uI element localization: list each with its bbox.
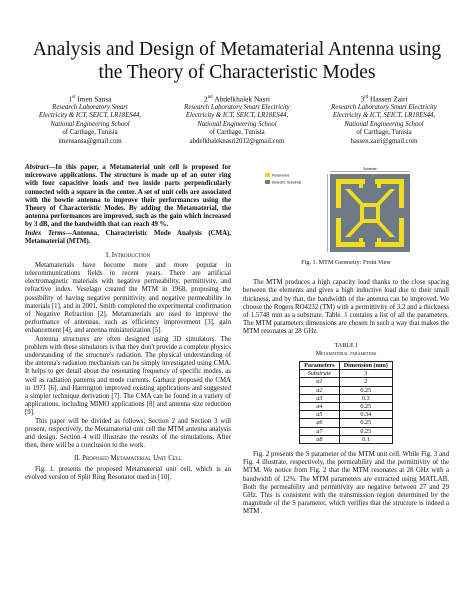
table-row: a1 2	[300, 378, 393, 386]
legend-metal-swatch	[265, 173, 270, 177]
left-column	[25, 164, 231, 482]
legend-substrate-swatch	[265, 180, 270, 184]
legend-parameters-label: Parameters	[272, 173, 290, 178]
index-terms: Index Terms—Antenna, Characteristic Mode Analysis (CMA), Metamaterial (MTM).	[25, 230, 231, 246]
section-heading-introduction: I. Introduction	[105, 250, 151, 259]
table-row: a7 0.25	[300, 427, 393, 435]
paragraph: Fig. 2 presents the S parameter of the MTM unit cell. While Fig. 3 and Fig. 4 illustrate, respectively, the permeability and the permittivity of the MTM. We notice from Fig. 2 that the MTM resonates at 28 GHz with a bandwidth of 12%. The MTM parameters are extracted using MATLAB. Both the permeability and permittivity are negative between 27 and 29 GHz. This is consistent with the transmission region determined by the magnitude of the S parameter, which verifies that the structure is indeed a MTM .	[243, 451, 449, 516]
abstract: Abstract—In this paper, a Metamaterial unit cell is proposed for microwave applications. The structure is made up of an outer ring with four capacitive loads and two inside parts perpendicularly connected with a square in the center. A set of unit cells are associated with the bowtie antenna to improve their performances using the Theory of Characteristic Modes. By adding the Metamaterial, the antenna performances are improved, such as the gain which increased by 3 dB, and the bandwidth that can reach 49 %.	[25, 164, 231, 229]
author-block	[20, 94, 454, 146]
table-subtitle: Metamaterial parameters	[315, 350, 377, 357]
substrate-dimension-label: Substrate	[363, 167, 377, 171]
right-column	[243, 164, 449, 517]
table-row: a3 0.3	[300, 394, 393, 402]
paragraph: The MTM produces a high capacity load thanks to the close spacing between the elements and gives a high inductive load due to their small thickness, and by that, the bandwidth of the antenna can be improved. We choose the Rogers RO4232 (TM) with a permittivity of 3.2 and a thickness of 1.5748 mm as a substrate. Table. 1 contains a list of all the parameters. The MTM parameters dimensions are chosen in such a way that makes the MTM resonates at 28 GHz.	[243, 279, 449, 336]
table-row: a5 0.34	[300, 411, 393, 419]
author-email: imensansa@gmail.com	[58, 137, 122, 145]
table-row: Substrate 3	[300, 370, 393, 378]
table-title: TABLE I	[334, 341, 358, 349]
table-header: Dimension (mm)	[339, 362, 392, 370]
paragraph: Metamaterials have become more and more popular in telecommunications fields in recent years. There are artificial electromagnetic materials with negative permeability, permittivity, and refractive index. Veselago created the MTM in 1968, proposing the possibility of having negative permittivity and negative permeability in materials [1], and in 2001, Smith completed the experimental confirmation of Negative Refraction [2]. Metamaterials are used to improve the performance of antennas, such as efficiency improvement [3], gain enhancement [4], and antenna miniaturization [5].	[25, 261, 231, 335]
author-name: Abdelkhalek Nasri	[214, 94, 270, 104]
author-3: 3rd Hassen Zairi Research Laboratory Smart Electricity Electricity & ICT, SEICT, LR18ES44, National Engineering School of Carthage, Tunisia hassen.zairi@gmail.com	[314, 94, 454, 146]
table-row: a2 0.25	[300, 386, 393, 394]
figure-1	[243, 164, 449, 256]
author-name: Hassen Zairi	[370, 94, 408, 104]
paper-title	[20, 38, 454, 84]
parameters-table	[299, 361, 393, 444]
table-header: Parameters	[300, 362, 340, 370]
title-line-2: the Theory of Characteristic Modes	[98, 62, 376, 83]
table-row: a4 0.25	[300, 403, 393, 411]
section-heading-unit-cell: II. Proposed Metamaterial Unit Cell	[73, 454, 183, 463]
center-square-gap	[364, 207, 376, 219]
author-email: hassen.zairi@gmail.com	[350, 137, 418, 145]
author-1: 1st Imen Sansa Research Laboratory Smart Electricity & ICT, SEICT, LR18ES44, National Engineering School of Carthage, Tunisia imensansa@gmail.com	[20, 94, 160, 146]
paragraph: This paper will be divided as follows; Section 2 and Section 3 will present, respectively, the Metamaterial unit cell the MTM antenna analysis and design. Section 4 will illustrate the results of the simulations. After then, there will be a conclusion to the work.	[25, 417, 231, 450]
table-row: a8 0.1	[300, 435, 393, 443]
table-row: a6 0.25	[300, 419, 393, 427]
author-email: abdelkhaleknasri2012@gmail.com	[189, 137, 285, 145]
author-2: 2nd Abdelkhalek Nasri Research Laboratory Smart Electricity Electricity & ICT, SEICT, LR18ES44, National Engineering School of Carthage, Tunisia abdelkhaleknasri2012@gmail.com	[167, 94, 307, 146]
legend-substrate-label: Dielectric Substrate	[272, 180, 302, 185]
figure-1-caption: Fig. 1. MTM Geometry: Front View	[301, 259, 391, 266]
paragraph: Antenna structures are often designed using 3D simulators. The problem with these simulators is that they don't provide a complete physics understanding of the structure's radiation. The physical understanding of the antenna's radiation mechanism can be simply investigated using CMA. It helps to get detail about the resonating frequency of specific modes, as well as radiation patterns and mode currents. Garbacz proposed the CMA in 1971 [6], and Harrington improved existing applications and suggested a simpler technique derivation [7]. The CMA can be found in a variety of applications, including MIMO applications [8] and antenna size reduction [9].	[25, 335, 231, 417]
title-line-1: Analysis and Design of Metamaterial Antenna using	[32, 39, 442, 60]
author-name: Imen Sansa	[77, 94, 112, 104]
paragraph: Fig. 1. presents the proposed Metamaterial unit cell, which is an evolved version of Split Ring Resonator used in [10].	[25, 465, 231, 481]
mtm-geometry-diagram	[243, 164, 449, 256]
